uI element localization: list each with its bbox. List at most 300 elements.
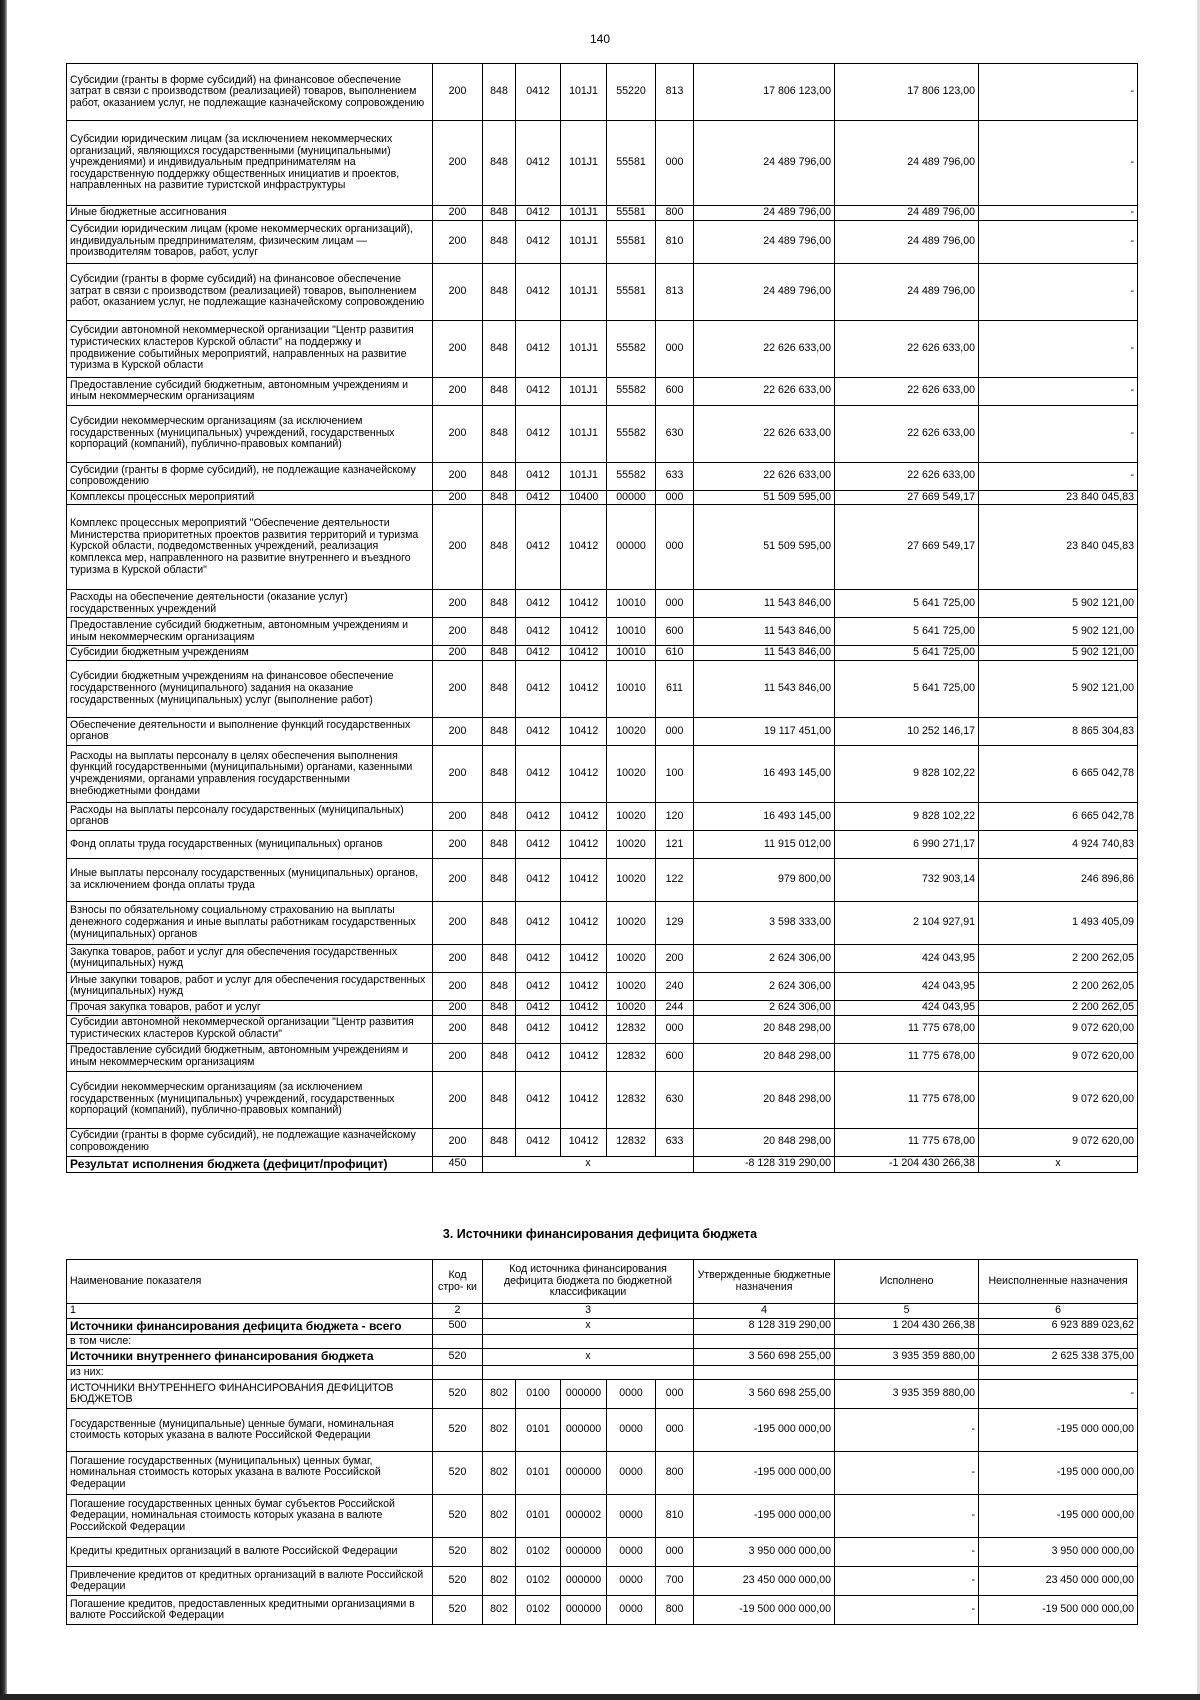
unexecuted-amount: 9 072 620,00 (979, 1043, 1138, 1071)
budget-code-part: 10412 (561, 901, 607, 944)
row-name: Иные выплаты персоналу государственных (муниципальных) органов, за исключением фонда оплаты труда (67, 858, 433, 901)
unexecuted-amount: 23 450 000 000,00 (979, 1567, 1138, 1596)
approved-amount: -195 000 000,00 (694, 1409, 835, 1452)
source-code-part: 000000 (561, 1538, 607, 1567)
row-code: 200 (433, 646, 483, 661)
unexecuted-amount: 8 865 304,83 (979, 717, 1138, 745)
budget-code-part: 101J1 (561, 263, 607, 320)
budget-code-part: 10010 (607, 618, 656, 646)
budget-code-part: 0412 (516, 1071, 561, 1128)
unexecuted-amount: -19 500 000 000,00 (979, 1596, 1138, 1625)
row-name: Иные закупки товаров, работ и услуг для обеспечения государственных (муниципальных) нужд (67, 972, 433, 1000)
budget-code-part: 848 (483, 802, 516, 830)
executed-amount: 22 626 633,00 (835, 462, 979, 490)
row-name: Предоставление субсидий бюджетным, автономным учреждениям и иным некоммерческим организациям (67, 377, 433, 405)
budget-code-part: 848 (483, 1128, 516, 1156)
header-executed: Исполнено (835, 1260, 979, 1304)
budget-code-part: 848 (483, 745, 516, 802)
unexecuted-amount: 6 665 042,78 (979, 745, 1138, 802)
executed-amount: 24 489 796,00 (835, 263, 979, 320)
executed-amount: - (835, 1409, 979, 1452)
executed-amount: 11 775 678,00 (835, 1128, 979, 1156)
budget-code-part: 848 (483, 717, 516, 745)
unexecuted-amount: - (979, 405, 1138, 462)
total-row (67, 1349, 1138, 1365)
header-source: Код источника финансирования дефицита бюджета по бюджетной классификации (483, 1260, 694, 1304)
row-code: 200 (433, 377, 483, 405)
approved-amount: 2 624 306,00 (694, 972, 835, 1000)
source-code-part: 700 (656, 1567, 694, 1596)
budget-code-part: 244 (656, 1000, 694, 1015)
row-code: 200 (433, 1071, 483, 1128)
budget-code-part: 10020 (607, 1000, 656, 1015)
empty-cell (835, 1365, 979, 1380)
budget-code-part: 10412 (561, 646, 607, 661)
executed-amount: - (835, 1596, 979, 1625)
approved-amount: 8 128 319 290,00 (694, 1318, 835, 1334)
budget-code-part: 10412 (561, 830, 607, 858)
budget-code-part: 000 (656, 717, 694, 745)
budget-code-part: 12832 (607, 1128, 656, 1156)
budget-code-part: 55582 (607, 405, 656, 462)
unexecuted-amount: - (979, 206, 1138, 221)
source-code-part: 0000 (607, 1596, 656, 1625)
budget-code-part: 101J1 (561, 462, 607, 490)
executed-amount: 3 935 359 880,00 (835, 1349, 979, 1365)
approved-amount: 22 626 633,00 (694, 405, 835, 462)
approved-amount: 23 450 000 000,00 (694, 1567, 835, 1596)
approved-amount: 24 489 796,00 (694, 220, 835, 263)
executed-amount: - (835, 1538, 979, 1567)
approved-amount: 3 560 698 255,00 (694, 1349, 835, 1365)
budget-code-part: 55581 (607, 220, 656, 263)
budget-code-part: 848 (483, 944, 516, 972)
approved-amount: 2 624 306,00 (694, 944, 835, 972)
row-name: Прочая закупка товаров, работ и услуг (67, 1000, 433, 1015)
table-row (67, 505, 1138, 590)
header-approved: Утвержденные бюджетные назначения (694, 1260, 835, 1304)
label-row (67, 1334, 1138, 1349)
row-code: 200 (433, 745, 483, 802)
table-row (67, 745, 1138, 802)
row-name: Предоставление субсидий бюджетным, автономным учреждениям и иным некоммерческим организациям (67, 1043, 433, 1071)
page-number: 140 (589, 32, 611, 46)
budget-code-part: 55581 (607, 263, 656, 320)
table-row (67, 1495, 1138, 1538)
table-row (67, 858, 1138, 901)
result-name: Результат исполнения бюджета (дефицит/профицит) (67, 1156, 433, 1172)
approved-amount: 22 626 633,00 (694, 462, 835, 490)
row-name: Источники финансирования дефицита бюджета - всего (67, 1318, 433, 1334)
unexecuted-amount: 2 200 262,05 (979, 972, 1138, 1000)
executed-amount: 9 828 102,22 (835, 745, 979, 802)
budget-code-part: 101J1 (561, 121, 607, 206)
executed-amount: 5 641 725,00 (835, 590, 979, 618)
row-code: 200 (433, 320, 483, 377)
budget-code-part: 10020 (607, 717, 656, 745)
source-code-part: 000000 (561, 1596, 607, 1625)
table-row (67, 830, 1138, 858)
budget-code-part: 000 (656, 121, 694, 206)
budget-code-part: 810 (656, 220, 694, 263)
source-code-part: 0000 (607, 1452, 656, 1495)
row-name: Закупка товаров, работ и услуг для обеспечения государственных (муниципальных) нужд (67, 944, 433, 972)
row-name: Субсидии бюджетным учреждениям на финансовое обеспечение государственного (муниципального) задания на оказание государственных (муниципальных) услуг (выполнение работ) (67, 660, 433, 717)
approved-amount: 3 598 333,00 (694, 901, 835, 944)
source-code-part: 0100 (516, 1380, 561, 1409)
budget-code-part: 10010 (607, 590, 656, 618)
budget-code-part: 0412 (516, 121, 561, 206)
approved-amount: 22 626 633,00 (694, 377, 835, 405)
approved-amount: 3 950 000 000,00 (694, 1538, 835, 1567)
row-name: Обеспечение деятельности и выполнение функций государственных органов (67, 717, 433, 745)
row-code: 200 (433, 590, 483, 618)
source-code-part: 802 (483, 1409, 516, 1452)
table-row (67, 320, 1138, 377)
executed-amount: 27 669 549,17 (835, 505, 979, 590)
column-number: 5 (835, 1304, 979, 1319)
budget-code-part: 0412 (516, 405, 561, 462)
approved-amount: 979 800,00 (694, 858, 835, 901)
empty-cell (979, 1334, 1138, 1349)
budget-code-part: 10010 (607, 660, 656, 717)
table-row (67, 944, 1138, 972)
budget-code-part: 0412 (516, 944, 561, 972)
approved-amount: 11 543 846,00 (694, 646, 835, 661)
unexecuted-amount: 2 200 262,05 (979, 944, 1138, 972)
budget-code-part: 0412 (516, 377, 561, 405)
budget-code-part: 240 (656, 972, 694, 1000)
table-row (67, 1452, 1138, 1495)
source-code-part: 0102 (516, 1538, 561, 1567)
unexecuted-amount: 5 902 121,00 (979, 590, 1138, 618)
budget-code-part: 10412 (561, 745, 607, 802)
budget-code-part: 800 (656, 206, 694, 221)
section-3-title: 3. Источники финансирования дефицита бюджета (442, 1227, 758, 1241)
source-code-part: 000 (656, 1409, 694, 1452)
source-code-part: 000000 (561, 1409, 607, 1452)
budget-code-part: 0412 (516, 618, 561, 646)
budget-code-part: 10020 (607, 745, 656, 802)
budget-code-part: 848 (483, 505, 516, 590)
budget-code-part: 630 (656, 1071, 694, 1128)
row-name: Субсидии (гранты в форме субсидий) на финансовое обеспечение затрат в связи с производством (реализацией) товаров, выполнением работ, оказанием услуг, не подлежащие казначейскому сопровождению (67, 263, 433, 320)
budget-code-part: 101J1 (561, 206, 607, 221)
source-code-part: 802 (483, 1452, 516, 1495)
source-code-part: 0101 (516, 1409, 561, 1452)
budget-code-part: 10412 (561, 505, 607, 590)
source-code-part: 802 (483, 1380, 516, 1409)
approved-amount: 51 509 595,00 (694, 490, 835, 505)
table-row (67, 802, 1138, 830)
budget-code-part: 0412 (516, 717, 561, 745)
empty-cell (483, 1365, 694, 1380)
budget-code-part: 10400 (561, 490, 607, 505)
budget-code-part: 101J1 (561, 64, 607, 121)
result-executed: -1 204 430 266,38 (835, 1156, 979, 1172)
row-name: Субсидии автономной некоммерческой организации "Центр развития туристических кластеров Курской области" (67, 1015, 433, 1043)
table-row (67, 220, 1138, 263)
unexecuted-amount: 9 072 620,00 (979, 1128, 1138, 1156)
executed-amount: 424 043,95 (835, 944, 979, 972)
row-name: Расходы на обеспечение деятельности (оказание услуг) государственных учреждений (67, 590, 433, 618)
unexecuted-amount: -195 000 000,00 (979, 1452, 1138, 1495)
budget-code-part: 0412 (516, 462, 561, 490)
budget-code-part: 10020 (607, 858, 656, 901)
table-row (67, 1015, 1138, 1043)
row-name: Субсидии (гранты в форме субсидий) на финансовое обеспечение затрат в связи с производством (реализацией) товаров, выполнением работ, оказанием услуг, не подлежащие казначейскому сопровождению (67, 64, 433, 121)
source-code-part: 800 (656, 1596, 694, 1625)
row-name: Взносы по обязательному социальному страхованию на выплаты денежного содержания и иные выплаты работникам государственных (муниципальных) органов (67, 901, 433, 944)
budget-code-part: 0412 (516, 1128, 561, 1156)
source-code-part: 800 (656, 1452, 694, 1495)
row-code: 200 (433, 1015, 483, 1043)
budget-code-part: 000 (656, 505, 694, 590)
approved-amount: 20 848 298,00 (694, 1015, 835, 1043)
row-code: 200 (433, 660, 483, 717)
budget-code-part: 848 (483, 320, 516, 377)
unexecuted-amount: - (979, 377, 1138, 405)
executed-amount: 11 775 678,00 (835, 1043, 979, 1071)
table-row (67, 206, 1138, 221)
budget-code-part: 848 (483, 220, 516, 263)
empty-cell (979, 1365, 1138, 1380)
source-code-part: 000 (656, 1538, 694, 1567)
source-code-part: 802 (483, 1567, 516, 1596)
row-name: Погашение кредитов, предоставленных кредитными организациями в валюте Российской Федерации (67, 1596, 433, 1625)
budget-code-part: 10412 (561, 802, 607, 830)
row-name: Субсидии некоммерческим организациям (за исключением государственных (муниципальных) учреждений, государственных корпораций (компаний), публично-правовых компаний) (67, 405, 433, 462)
row-code: 520 (433, 1452, 483, 1495)
executed-amount: 22 626 633,00 (835, 320, 979, 377)
approved-amount: 17 806 123,00 (694, 64, 835, 121)
budget-code-part: 101J1 (561, 377, 607, 405)
budget-code-part: 600 (656, 377, 694, 405)
budget-code-part: 633 (656, 462, 694, 490)
budget-code-part: 55581 (607, 206, 656, 221)
executed-amount: 24 489 796,00 (835, 220, 979, 263)
row-name: Расходы на выплаты персоналу в целях обеспечения выполнения функций государственными (муниципальными) органами, казенными учреждениями, органами управления государственными внебюджетными фондами (67, 745, 433, 802)
result-row (67, 1156, 1138, 1172)
row-code: 200 (433, 220, 483, 263)
unexecuted-amount: - (979, 1380, 1138, 1409)
budget-code-part: 848 (483, 618, 516, 646)
row-name: Погашение государственных (муниципальных) ценных бумаг, номинальная стоимость которых указана в валюте Российской Федерации (67, 1452, 433, 1495)
source-code-part: 0000 (607, 1538, 656, 1567)
table-row (67, 1000, 1138, 1015)
approved-amount: 11 543 846,00 (694, 590, 835, 618)
budget-code-part: 10412 (561, 1128, 607, 1156)
row-name: Привлечение кредитов от кредитных организаций в валюте Российской Федерации (67, 1567, 433, 1596)
row-code: 520 (433, 1349, 483, 1365)
budget-code-part: 848 (483, 263, 516, 320)
row-name: Субсидии некоммерческим организациям (за исключением государственных (муниципальных) учреждений, государственных корпораций (компаний), публично-правовых компаний) (67, 1071, 433, 1128)
row-name: Субсидии юридическим лицам (кроме некоммерческих организаций), индивидуальным предпринимателям, физическим лицам — производителям товаров, работ, услуг (67, 220, 433, 263)
header-code: Код стро- ки (433, 1260, 483, 1304)
budget-code-part: 129 (656, 901, 694, 944)
table-row (67, 1380, 1138, 1409)
budget-code-part: 0412 (516, 206, 561, 221)
budget-code-part: 0412 (516, 745, 561, 802)
budget-code-part: 0412 (516, 490, 561, 505)
budget-code-part: 848 (483, 858, 516, 901)
source-code-part: 000 (656, 1380, 694, 1409)
budget-code-part: 848 (483, 206, 516, 221)
source-code-part: 0102 (516, 1596, 561, 1625)
budget-code-part: 000 (656, 490, 694, 505)
table-row (67, 1409, 1138, 1452)
unexecuted-amount: 246 896,86 (979, 858, 1138, 901)
table-row (67, 1071, 1138, 1128)
source-code-part: 0000 (607, 1409, 656, 1452)
budget-code-part: 101J1 (561, 320, 607, 377)
row-code: 520 (433, 1567, 483, 1596)
table-row (67, 64, 1138, 121)
row-code: 520 (433, 1409, 483, 1452)
unexecuted-amount: -195 000 000,00 (979, 1495, 1138, 1538)
empty-cell (433, 1334, 483, 1349)
row-code: 200 (433, 405, 483, 462)
approved-amount: 16 493 145,00 (694, 802, 835, 830)
row-name: Субсидии (гранты в форме субсидий), не подлежащие казначейскому сопровождению (67, 1128, 433, 1156)
budget-code-part: 000 (656, 590, 694, 618)
row-code: 200 (433, 462, 483, 490)
row-code: 520 (433, 1596, 483, 1625)
budget-code-part: 100 (656, 745, 694, 802)
approved-amount: 16 493 145,00 (694, 745, 835, 802)
expense-table (66, 63, 1138, 1173)
result-unexecuted: x (979, 1156, 1138, 1172)
budget-code-part: 12832 (607, 1015, 656, 1043)
budget-code-part: 120 (656, 802, 694, 830)
table-row (67, 121, 1138, 206)
source-code-part: 810 (656, 1495, 694, 1538)
executed-amount: 22 626 633,00 (835, 405, 979, 462)
table-row (67, 377, 1138, 405)
table-row (67, 263, 1138, 320)
financing-sources-table (66, 1259, 1138, 1625)
budget-code-part: 55582 (607, 320, 656, 377)
budget-code-part: 0412 (516, 660, 561, 717)
executed-amount: 11 775 678,00 (835, 1071, 979, 1128)
budget-code-part: 000 (656, 1015, 694, 1043)
budget-code-part: 848 (483, 590, 516, 618)
executed-amount: 24 489 796,00 (835, 206, 979, 221)
table-row (67, 717, 1138, 745)
executed-amount: 5 641 725,00 (835, 618, 979, 646)
budget-code-part: 848 (483, 1000, 516, 1015)
budget-code-part: 55582 (607, 462, 656, 490)
empty-cell (433, 1365, 483, 1380)
executed-amount: 5 641 725,00 (835, 646, 979, 661)
label-row (67, 1365, 1138, 1380)
budget-code-part: 0412 (516, 320, 561, 377)
unexecuted-amount: - (979, 64, 1138, 121)
budget-code-part: 10020 (607, 802, 656, 830)
approved-amount: 11 543 846,00 (694, 660, 835, 717)
row-name: Комплекс процессных мероприятий "Обеспечение деятельности Министерства приоритетных проектов развития территорий и туризма Курской области, подведомственных учреждений, реализация комплекса мер, направленного на развитие внутреннего и въездного туризма в Курской области" (67, 505, 433, 590)
budget-code-part: 0412 (516, 590, 561, 618)
column-number: 6 (979, 1304, 1138, 1319)
budget-code-part: 10412 (561, 717, 607, 745)
empty-cell (694, 1365, 835, 1380)
budget-code-part: 611 (656, 660, 694, 717)
approved-amount: -19 500 000 000,00 (694, 1596, 835, 1625)
source-code-part: 000000 (561, 1380, 607, 1409)
approved-amount: 24 489 796,00 (694, 206, 835, 221)
budget-code-part: 848 (483, 405, 516, 462)
row-name: Субсидии бюджетным учреждениям (67, 646, 433, 661)
row-name: Предоставление субсидий бюджетным, автономным учреждениям и иным некоммерческим организациям (67, 618, 433, 646)
unexecuted-amount: 5 902 121,00 (979, 646, 1138, 661)
budget-code-part: 55220 (607, 64, 656, 121)
row-name: Расходы на выплаты персоналу государственных (муниципальных) органов (67, 802, 433, 830)
row-code: 200 (433, 505, 483, 590)
approved-amount: 22 626 633,00 (694, 320, 835, 377)
header-name: Наименование показателя (67, 1260, 433, 1304)
row-name: Субсидии автономной некоммерческой организации "Центр развития туристических кластеров Курской области" на поддержку и продвижение событийных мероприятий, направленных на развитие туризма в Курской области (67, 320, 433, 377)
source-code-part: 000000 (561, 1567, 607, 1596)
budget-code-part: 10412 (561, 1071, 607, 1128)
budget-code-part: 0412 (516, 263, 561, 320)
source-code-part: 0000 (607, 1495, 656, 1538)
approved-amount: 11 543 846,00 (694, 618, 835, 646)
row-code: 520 (433, 1495, 483, 1538)
row-code: 200 (433, 121, 483, 206)
approved-amount: 24 489 796,00 (694, 121, 835, 206)
result-approved: -8 128 319 290,00 (694, 1156, 835, 1172)
budget-code-part: 848 (483, 972, 516, 1000)
source-code-part: 000002 (561, 1495, 607, 1538)
budget-code-part: 0412 (516, 1015, 561, 1043)
row-code: 200 (433, 64, 483, 121)
unexecuted-amount: 5 902 121,00 (979, 618, 1138, 646)
budget-code-part: 10412 (561, 618, 607, 646)
budget-code-part: 630 (656, 405, 694, 462)
budget-code-part: 12832 (607, 1071, 656, 1128)
budget-code-part: 122 (656, 858, 694, 901)
approved-amount: 11 915 012,00 (694, 830, 835, 858)
header-row (67, 1260, 1138, 1304)
budget-code-part: 200 (656, 944, 694, 972)
budget-code-part: 848 (483, 830, 516, 858)
budget-code-part: 00000 (607, 505, 656, 590)
unexecuted-amount: 6 923 889 023,62 (979, 1318, 1138, 1334)
table-row (67, 1596, 1138, 1625)
row-name: Фонд оплаты труда государственных (муниципальных) органов (67, 830, 433, 858)
budget-code-part: 10412 (561, 1000, 607, 1015)
unexecuted-amount: 5 902 121,00 (979, 660, 1138, 717)
unexecuted-amount: 9 072 620,00 (979, 1071, 1138, 1128)
budget-code-part: 610 (656, 646, 694, 661)
row-code: 200 (433, 901, 483, 944)
row-name: Источники внутреннего финансирования бюджета (67, 1349, 433, 1365)
budget-code-part: 10020 (607, 972, 656, 1000)
table-row (67, 462, 1138, 490)
column-number-row (67, 1304, 1138, 1319)
executed-amount: 424 043,95 (835, 972, 979, 1000)
budget-code-part: 848 (483, 901, 516, 944)
row-label: из них: (67, 1365, 433, 1380)
budget-code-part: 600 (656, 1043, 694, 1071)
row-source: x (483, 1318, 694, 1334)
executed-amount: - (835, 1495, 979, 1538)
approved-amount: 19 117 451,00 (694, 717, 835, 745)
budget-code-part: 101J1 (561, 220, 607, 263)
source-code-part: 0101 (516, 1495, 561, 1538)
row-code: 200 (433, 802, 483, 830)
table-row (67, 972, 1138, 1000)
